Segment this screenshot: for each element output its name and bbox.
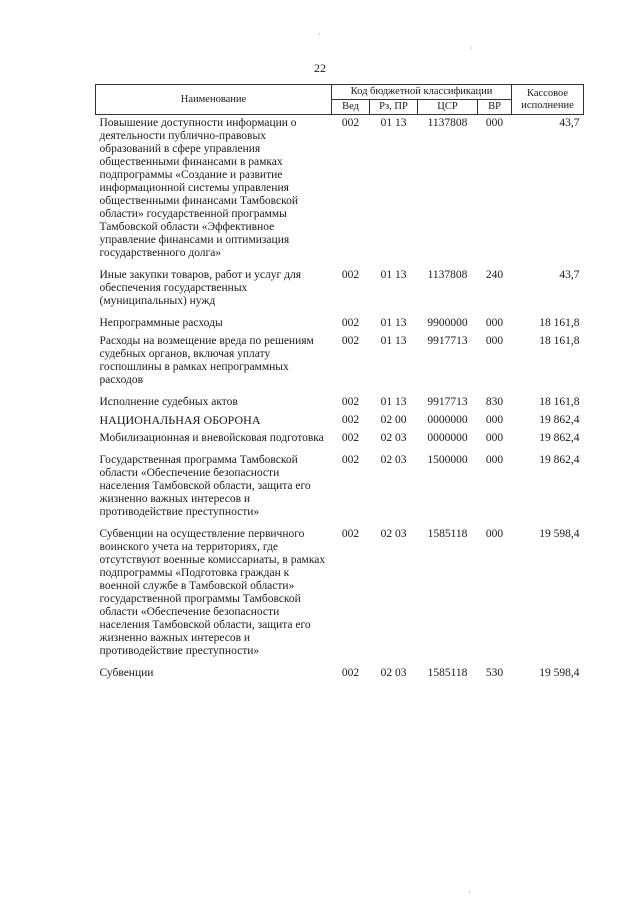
row-rz-pr: 02 00 <box>380 414 407 426</box>
header-csr: ЦСР <box>418 100 478 115</box>
table-row <box>96 661 584 683</box>
row-vr: 530 <box>485 667 504 679</box>
scan-speck: · <box>468 888 471 897</box>
row-amount: 19 862,4 <box>539 414 580 426</box>
row-vr: 000 <box>485 317 504 329</box>
row-name: Иные закупки товаров, работ и услуг для обеспечения государственных (муниципальных) нужд <box>99 269 301 307</box>
row-rz-pr: 01 13 <box>380 396 407 408</box>
row-csr: 1137808 <box>427 117 468 129</box>
row-amount: 18 161,8 <box>539 335 580 347</box>
row-name: Субвенции на осуществление первичного воинского учета на территориях, где отсутствуют военные комиссариаты, в рамках подпрограммы «Подготовка граждан к военной службе в Тамбовской области» государственной программы Тамбовской области «Обеспечение безопасности населения Тамбовской области, защита его жизненно важных интересов и противодействие преступности» <box>99 528 326 657</box>
row-vr: 000 <box>485 454 504 466</box>
header-vr: ВР <box>478 100 512 115</box>
table-row <box>96 522 584 661</box>
row-ved: 002 <box>341 414 360 426</box>
row-rz-pr: 01 13 <box>380 269 407 281</box>
row-ved: 002 <box>341 335 360 347</box>
row-ved: 002 <box>341 117 360 129</box>
row-name: Непрограммные расходы <box>99 317 223 329</box>
row-rz-pr: 02 03 <box>380 667 407 679</box>
table-row <box>96 448 584 522</box>
row-amount: 18 161,8 <box>539 317 580 329</box>
row-amount: 19 598,4 <box>539 528 580 540</box>
header-rz-pr: Рз, ПР <box>370 100 418 115</box>
row-csr: 9900000 <box>427 317 468 329</box>
row-csr: 1585118 <box>427 667 468 679</box>
row-name: Повышение доступности информации о деятельности публично-правовых образований в сфере управления общественными финансами в рамках подпрограммы «Создание и развитие информационной системы управления общественными финансами Тамбовской области» государственной программы Тамбовской области «Эффективное управление финансами и оптимизация государственного долга» <box>99 117 299 259</box>
row-amount: 43,7 <box>559 269 580 281</box>
table-row <box>96 412 584 430</box>
row-ved: 002 <box>341 528 360 540</box>
row-name: Субвенции <box>99 667 154 679</box>
row-name: Исполнение судебных актов <box>99 396 238 408</box>
row-rz-pr: 02 03 <box>380 432 407 444</box>
header-ved: Вед <box>332 100 370 115</box>
row-csr: 1500000 <box>427 454 468 466</box>
row-amount: 19 598,4 <box>539 667 580 679</box>
header-amount: Кассовое исполнение <box>512 85 584 115</box>
row-ved: 002 <box>341 454 360 466</box>
row-vr: 240 <box>485 269 504 281</box>
row-vr: 000 <box>485 117 504 129</box>
row-rz-pr: 01 13 <box>380 117 407 129</box>
row-rz-pr: 02 03 <box>380 454 407 466</box>
row-csr: 1585118 <box>427 528 468 540</box>
scan-speck: · <box>318 30 321 39</box>
table-row <box>96 115 584 264</box>
row-amount: 19 862,4 <box>539 454 580 466</box>
row-name: Государственная программа Тамбовской области «Обеспечение безопасности населения Тамбовской области, защита его жизненно важных интересов и противодействие преступности» <box>99 454 311 518</box>
table-row <box>96 333 584 390</box>
row-ved: 002 <box>341 432 360 444</box>
row-csr: 0000000 <box>427 432 468 444</box>
table-row <box>96 311 584 333</box>
row-rz-pr: 01 13 <box>380 335 407 347</box>
row-rz-pr: 01 13 <box>380 317 407 329</box>
row-amount: 18 161,8 <box>539 396 580 408</box>
row-ved: 002 <box>341 667 360 679</box>
table-body <box>96 115 584 684</box>
row-amount: 19 862,4 <box>539 432 580 444</box>
page-number: 22 <box>314 61 326 75</box>
scan-speck: · <box>470 44 473 53</box>
row-amount: 43,7 <box>559 117 580 129</box>
row-name: НАЦИОНАЛЬНАЯ ОБОРОНА <box>99 413 261 427</box>
header-code-group: Код бюджетной классификации <box>332 85 512 100</box>
row-rz-pr: 02 03 <box>380 528 407 540</box>
row-csr: 9917713 <box>427 396 468 408</box>
row-ved: 002 <box>341 396 360 408</box>
row-csr: 1137808 <box>427 269 468 281</box>
header-name: Наименование <box>96 85 332 115</box>
table-header <box>96 85 584 115</box>
table-row <box>96 390 584 412</box>
row-vr: 000 <box>485 414 504 426</box>
budget-table <box>95 84 584 683</box>
row-vr: 000 <box>485 335 504 347</box>
row-ved: 002 <box>341 317 360 329</box>
row-csr: 0000000 <box>427 414 468 426</box>
row-name: Расходы на возмещение вреда по решениям судебных органов, включая уплату госпошлины в рамках непрограммных расходов <box>99 335 314 386</box>
row-ved: 002 <box>341 269 360 281</box>
table-row <box>96 263 584 311</box>
row-csr: 9917713 <box>427 335 468 347</box>
row-vr: 830 <box>485 396 504 408</box>
row-name: Мобилизационная и вневойсковая подготовка <box>99 432 324 444</box>
row-vr: 000 <box>485 528 504 540</box>
table-row <box>96 430 584 448</box>
row-vr: 000 <box>485 432 504 444</box>
